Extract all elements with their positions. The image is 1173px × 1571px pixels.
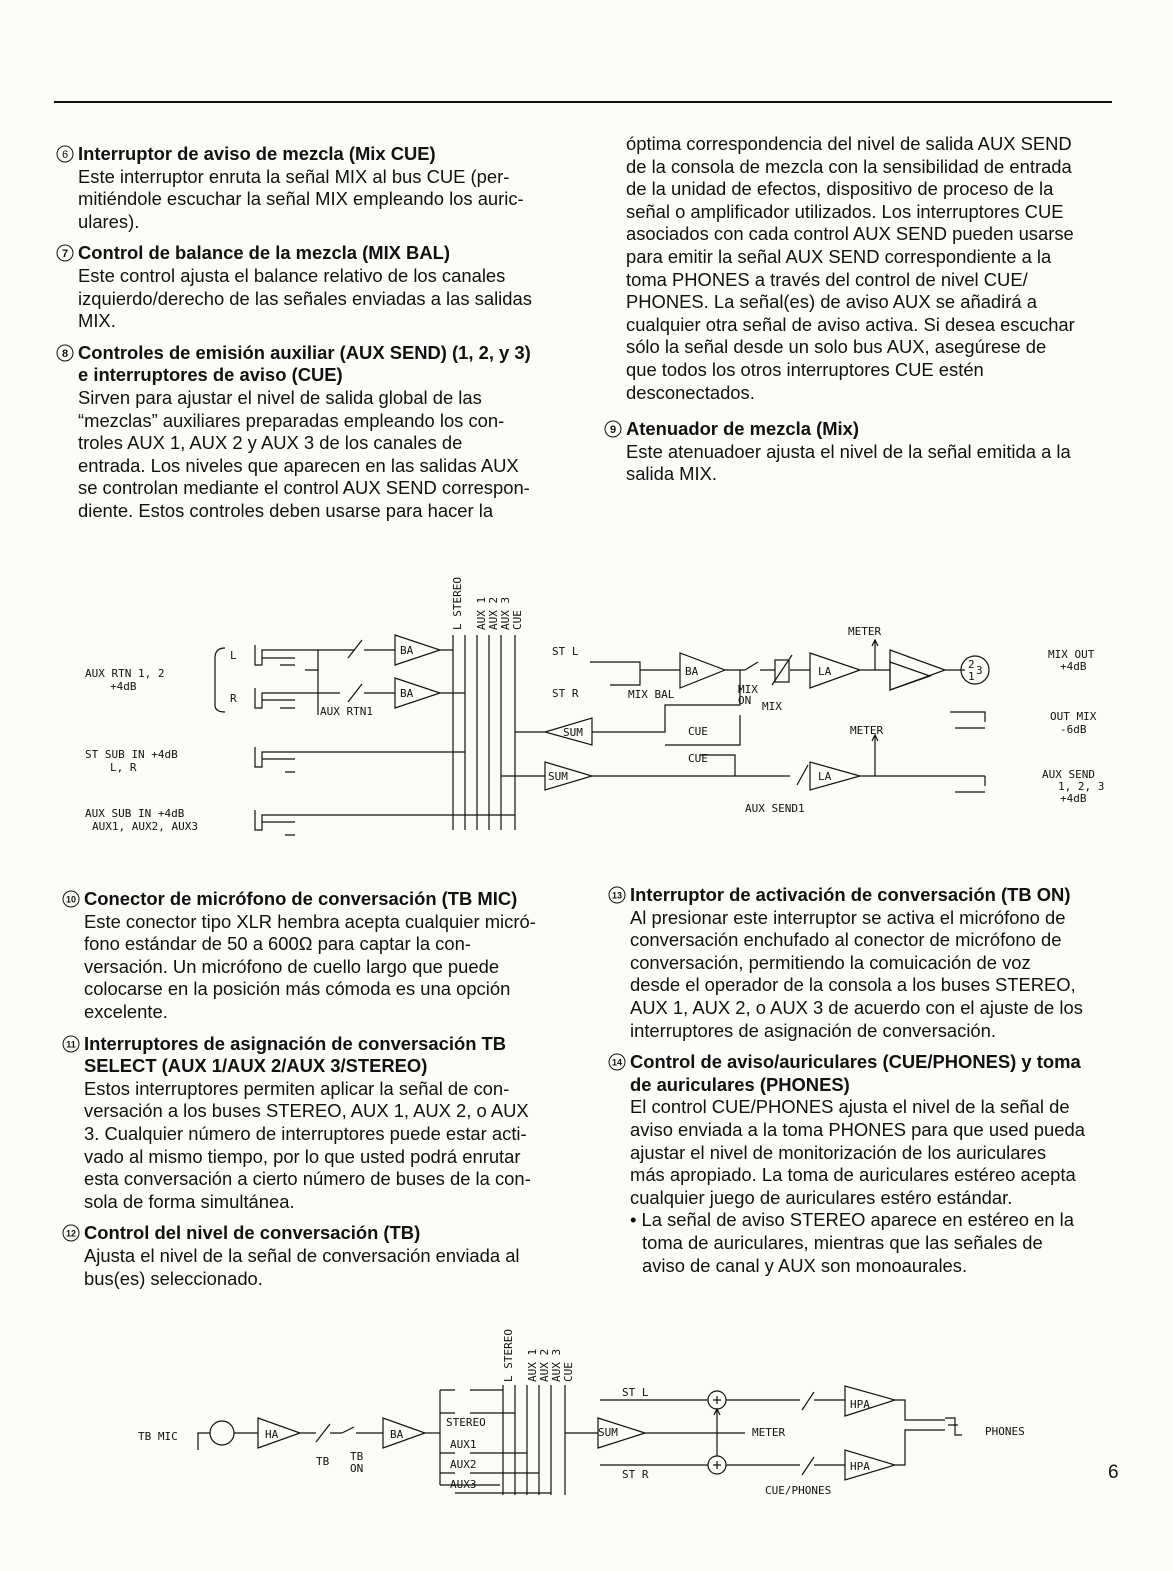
svg-text:MIX: MIX	[762, 700, 782, 713]
svg-text:1, 2, 3: 1, 2, 3	[1058, 780, 1105, 793]
svg-text:12: 12	[65, 1228, 77, 1239]
svg-text:BA: BA	[400, 687, 414, 700]
svg-text:AUX SEND: AUX SEND	[1042, 768, 1095, 781]
section-10	[62, 888, 574, 1024]
section-body: Este conector tipo XLR hembra acepta cualquier micró- fono estándar de 50 a 600Ω para captar la con- versación. Un micrófono de cuello largo que puede colocarse en la posición más cómoda es una opción excelente.	[84, 910, 536, 1022]
section-body: Ajusta el nivel de la señal de conversación enviada al bus(es) seleccionado.	[84, 1244, 520, 1289]
aux-rtn-label: AUX RTN 1, 2	[85, 667, 165, 680]
circled-number-12-icon	[62, 1224, 84, 1242]
section-14	[608, 1051, 1120, 1277]
section-body: Sirven para ajustar el nivel de salida global de las “mezclas” auxiliares preparadas empleando los con- troles AUX 1, AUX 2 y AUX 3 de los canales de entrada. Los niveles que aparecen en las salidas AUX se controlan mediante el control AUX SEND correspon- diente. Estos controles deben usarse para hacer la	[78, 386, 530, 521]
circled-number-11-icon	[62, 1035, 84, 1053]
circled-number-10-icon	[62, 890, 84, 908]
circled-number-14-icon	[608, 1053, 630, 1071]
column-bottom-right	[608, 884, 1120, 1286]
svg-text:ST R: ST R	[622, 1468, 649, 1481]
section-body: Este atenuadoer ajusta el nivel de la señal emitida a la salida MIX.	[626, 440, 1071, 485]
svg-text:+4dB: +4dB	[1060, 660, 1087, 673]
section-13	[608, 884, 1120, 1042]
column-top-right	[604, 133, 1112, 495]
svg-text:CUE: CUE	[562, 1362, 575, 1382]
svg-text:AUX 3: AUX 3	[550, 1348, 563, 1382]
svg-text:ON: ON	[350, 1462, 364, 1475]
svg-text:AUX RTN1: AUX RTN1	[320, 705, 373, 718]
aux-rtn-level: +4dB	[110, 680, 137, 693]
svg-text:LA: LA	[818, 665, 832, 678]
section-body: El control CUE/PHONES ajusta el nivel de la señal de aviso enviada a la toma PHONES para que used pueda ajustar el nivel de monitorización de los auriculares más apropiado. La toma de auriculares estéreo acepta cualquier juego de auriculares estéro estándar.	[630, 1096, 1085, 1208]
svg-text:R: R	[230, 692, 237, 705]
section-body: Al presionar este interruptor se activa el micrófono de conversación enchufado al conector de micrófono de conversación, permitiendo la comuicación de voz desde el operador de la consola a los buses STEREO, AUX 1, AUX 2, o AUX 3 de acuerdo con el ajuste de los interruptores de asignación de conversación.	[630, 906, 1083, 1041]
bullet-note: • La señal de aviso STEREO aparece en estéreo en la toma de auriculares, mientras que las señales de aviso de canal y AUX son monoaurales.	[630, 1209, 1074, 1276]
column-top-left	[56, 143, 568, 532]
svg-text:TB: TB	[316, 1455, 330, 1468]
section-title: Control de balance de la mezcla (MIX BAL)	[78, 242, 450, 264]
svg-text:CUE: CUE	[688, 725, 708, 738]
circled-number-9-icon	[604, 420, 626, 438]
talkback-phones-block-diagram	[0, 1300, 1173, 1510]
svg-text:9: 9	[609, 424, 617, 437]
section-6	[56, 143, 568, 233]
svg-text:8: 8	[61, 347, 69, 360]
bus-lines	[453, 635, 515, 830]
section-title: Control de aviso/auriculares (CUE/PHONES) y toma de auriculares (PHONES)	[630, 1051, 1081, 1095]
svg-text:AUX 2: AUX 2	[538, 1348, 551, 1382]
svg-text:ST L: ST L	[552, 645, 579, 658]
svg-text:HPA: HPA	[850, 1398, 870, 1411]
svg-text:1: 1	[968, 670, 975, 683]
svg-text:11: 11	[66, 1039, 76, 1050]
svg-text:HPA: HPA	[850, 1460, 870, 1473]
circled-number-6-icon	[56, 145, 78, 163]
bus-labels	[451, 577, 524, 630]
circled-number-8-icon	[56, 344, 78, 362]
svg-text:13: 13	[611, 890, 623, 901]
section-12	[62, 1222, 574, 1290]
svg-text:MIX OUT: MIX OUT	[1048, 648, 1095, 661]
svg-text:L, R: L, R	[110, 761, 137, 774]
aux-sub-label: AUX SUB IN +4dB	[85, 807, 185, 820]
section-body: Este control ajusta el balance relativo de los canales izquierdo/derecho de las señales enviadas a las salidas MIX.	[78, 264, 532, 332]
section-11	[62, 1033, 574, 1214]
svg-text:ON: ON	[738, 694, 752, 707]
svg-text:AUX1, AUX2, AUX3: AUX1, AUX2, AUX3	[92, 820, 198, 833]
svg-text:SUM: SUM	[563, 726, 583, 739]
svg-text:L STEREO: L STEREO	[451, 577, 464, 630]
section-title: Conector de micrófono de conversación (TB MIC)	[84, 888, 518, 909]
master-section-block-diagram	[0, 540, 1173, 870]
section-title: Interruptor de activación de conversación (TB ON)	[630, 884, 1071, 905]
svg-text:ST L: ST L	[622, 1386, 649, 1399]
section-title: Control del nivel de conversación (TB)	[84, 1222, 421, 1244]
svg-text:TB: TB	[350, 1450, 364, 1463]
column-bottom-left	[62, 888, 574, 1299]
input-jacks	[255, 645, 295, 835]
svg-text:OUT MIX: OUT MIX	[1050, 710, 1097, 723]
svg-text:CUE: CUE	[688, 752, 708, 765]
section-title: Interruptor de aviso de mezcla (Mix CUE)	[78, 143, 436, 164]
svg-text:AUX 1: AUX 1	[526, 1348, 539, 1382]
svg-text:SUM: SUM	[548, 770, 568, 783]
svg-text:AUX3: AUX3	[450, 1478, 477, 1491]
section-title: Controles de emisión auxiliar (AUX SEND) (1, 2, y 3) e interruptores de aviso (CUE)	[78, 341, 531, 386]
circled-number-13-icon	[608, 886, 630, 904]
svg-text:CUE: CUE	[511, 610, 524, 630]
svg-text:METER: METER	[848, 625, 882, 638]
svg-text:AUX SEND1: AUX SEND1	[745, 802, 805, 815]
svg-text:7: 7	[61, 248, 69, 261]
section-title: Atenuador de mezcla (Mix)	[626, 418, 859, 440]
section-7	[56, 242, 568, 332]
svg-text:AUX1: AUX1	[450, 1438, 477, 1451]
svg-text:2: 2	[968, 658, 975, 671]
tb-mic-label: TB MIC	[138, 1430, 178, 1443]
svg-text:SUM: SUM	[598, 1426, 618, 1439]
svg-text:BA: BA	[685, 665, 699, 678]
output-labels	[1042, 648, 1104, 805]
svg-text:METER: METER	[752, 1426, 786, 1439]
svg-text:MIX BAL: MIX BAL	[628, 688, 675, 701]
svg-text:AUX 2: AUX 2	[487, 596, 500, 630]
svg-text:BA: BA	[390, 1428, 404, 1441]
circled-number-7-icon	[56, 244, 78, 262]
svg-text:6: 6	[61, 149, 69, 161]
st-sub-label: ST SUB IN +4dB	[85, 748, 178, 761]
section-body: óptima correspondencia del nivel de salida AUX SEND de la consola de mezcla con la sensibilidad de entrada de la unidad de efectos, dispositivo de proceso de la señal o amplificador utilizados. Los interruptores CUE asociados con cada control AUX SEND pueden usarse para emitir la señal AUX SEND correspondiente a la toma PHONES a través del control de nivel CUE/ PHONES. La señal(es) de aviso AUX se añadirá a cualquier otra señal de aviso activa. Si desea escuchar sólo la señal desde un solo bus AUX, asegúrese de que todos los otros interruptores CUE estén desconectados.	[626, 133, 1075, 403]
section-title: Interruptores de asignación de conversación TB SELECT (AUX 1/AUX 2/AUX 3/STEREO)	[84, 1032, 507, 1077]
section-body: Este interruptor enruta la señal MIX al bus CUE (per- mitiéndole escuchar la señal MIX empleando los auric- ulares).	[78, 165, 524, 232]
svg-text:AUX 1: AUX 1	[475, 596, 488, 630]
section-8	[56, 342, 568, 523]
svg-text:3: 3	[976, 664, 983, 677]
svg-text:METER: METER	[850, 724, 884, 737]
svg-text:AUX 3: AUX 3	[499, 596, 512, 630]
svg-text:-6dB: -6dB	[1060, 723, 1087, 736]
svg-text:AUX2: AUX2	[450, 1458, 477, 1471]
section-9	[604, 418, 1112, 486]
svg-text:BA: BA	[400, 644, 414, 657]
svg-text:10: 10	[65, 894, 77, 905]
svg-text:ST R: ST R	[552, 687, 579, 700]
svg-text:14: 14	[611, 1057, 623, 1068]
section-8-continued	[604, 133, 1112, 404]
svg-text:LA: LA	[818, 770, 832, 783]
header-rule	[54, 101, 1112, 103]
svg-text:L STEREO: L STEREO	[502, 1329, 515, 1382]
svg-text:L: L	[230, 649, 237, 662]
svg-text:HA: HA	[265, 1428, 279, 1441]
page-number: 6	[1108, 1462, 1119, 1483]
cue-phones-label: CUE/PHONES	[765, 1484, 832, 1497]
svg-text:STEREO: STEREO	[446, 1416, 486, 1429]
section-body: Estos interruptores permiten aplicar la señal de con- versación a los buses STEREO, AUX 1, AUX 2, o AUX 3. Cualquier número de interruptores puede estar acti- vado al mismo tiempo, por lo que usted podrá enrutar esta conversación a cierto número de buses de la con- sola de forma simultánea.	[84, 1077, 531, 1212]
phones-label: PHONES	[985, 1425, 1025, 1438]
svg-text:+4dB: +4dB	[1060, 792, 1087, 805]
svg-text:MIX: MIX	[738, 683, 758, 696]
